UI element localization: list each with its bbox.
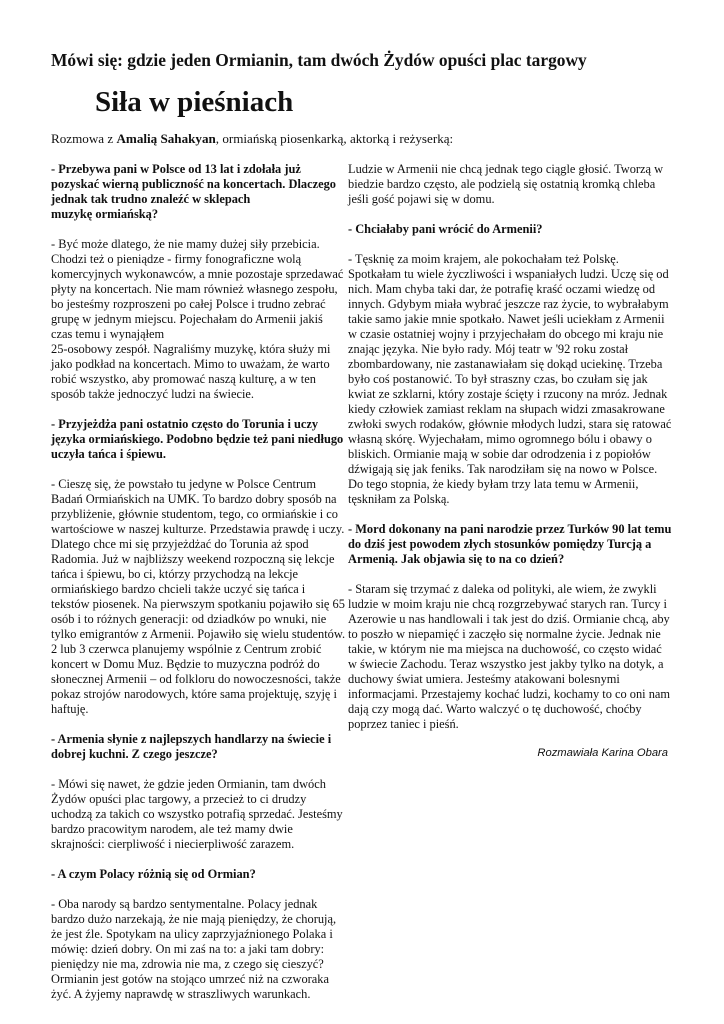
answer-paragraph (51, 237, 346, 402)
author-signature: Rozmawiała Karina Obara (537, 747, 668, 759)
text-line: Badań Ormiańskich na UMK. To bardzo dobry sposób na (51, 492, 337, 506)
text-line: mówię: dzień dobry. On mi zaś na to: a jaki tam dobry: (51, 942, 325, 956)
text-line: poprzez taniec i pieśń. (348, 717, 459, 731)
text-line: skrajności: cierpliwość i niecierpliwość zarazem. (51, 837, 295, 851)
text-line: ludzie w moim kraju nie chcą rozgrzebywać starych ran. Turcy i (348, 597, 667, 611)
text-line: Spotkałam tu wiele życzliwości i wspaniałych ludzi. Uczę się od (348, 267, 669, 281)
answer-paragraph (51, 477, 346, 717)
text-line: jednak tak trudno znaleźć w sklepach (51, 192, 251, 206)
text-line: grupę w jednym miejscu. Pojechałam do Armenii jakiś (51, 312, 323, 326)
text-line: tańca i śpiewu, bo ci, którzy przychodzą na lekcje (51, 567, 299, 581)
text-line: tekstów piosenek. Na pierwszym spotkaniu pojawiło się 65 (51, 597, 345, 611)
text-line: przybliżenie, głównie studentom, tego, co ormiańskie i co (51, 507, 338, 521)
question-paragraph (51, 162, 346, 222)
text-line: kiedy człowiek zamiast reklam na słupach widzi zmasakrowane (348, 402, 665, 416)
question-paragraph (348, 522, 674, 567)
text-line: - Armenia słynie z najlepszych handlarzy na świecie i (51, 732, 332, 746)
intro-interviewee-name: Amalią Sahakyan (116, 131, 216, 146)
text-line: własną skórę. Wyjechałam, mimo ogromnego bólu i obawy o (348, 432, 652, 446)
text-line: sposób także jednoczyć ludzi na świecie. (51, 387, 254, 401)
text-line: 25-osobowy zespół. Nagraliśmy muzykę, która służy mi (51, 342, 331, 356)
text-line: - Mówi się nawet, że gdzie jeden Ormianin, tam dwóch (51, 777, 326, 791)
text-line: tęskniłam za Polską. (348, 492, 450, 506)
text-line: żyć. A żyjemy naprawdę w straszliwych warunkach. (51, 987, 311, 1001)
article-title: Siła w pieśniach (95, 86, 294, 118)
text-line: dają czy mogą dać. Warto walczyć o tę duchowość, choćby (348, 702, 642, 716)
text-line: innych. Gdybym miała wybrać jeszcze raz życie, to wybrałabym (348, 297, 669, 311)
text-line: języka ormiańskiego. Podobno będzie też pani niedługo (51, 432, 344, 446)
answer-paragraph (348, 252, 674, 507)
text-line: biedzie bardzo często, ale podzielą się ostatnią kromką chleba (348, 177, 656, 191)
text-line: Żydów opuści plac targowy, a przecież to ci drudzy (51, 792, 307, 806)
intro-prefix: Rozmowa z (51, 131, 117, 146)
text-line: uchodzą za takich co wszystko potrafią sprzedać. Jesteśmy (51, 807, 343, 821)
text-line: Chodzi też o pieniądze - firmy fonograficzne wolą (51, 252, 302, 266)
text-line: pozyskać wierną publiczność na koncertach. Dlaczego (51, 177, 336, 191)
text-line: wartościowe w naszej kulturze. Przedstawia prawdę i uczy. (51, 522, 345, 536)
question-paragraph (51, 417, 346, 462)
text-line: osób i to różnych generacji: od dziadków po wnuki, nie (51, 612, 327, 626)
text-line: uczyła tańca i śpiewu. (51, 447, 166, 461)
text-line: bardzo dużo narzekają, że nie mają pieniędzy, że chorują, (51, 912, 337, 926)
answer-paragraph (51, 777, 346, 852)
text-line: jako podkład na koncertach. Mimo to uważam, że warto (51, 357, 330, 371)
answer-paragraph (348, 582, 674, 732)
text-line: duchowy świat umiera. Jesteśmy atakowani bolesnymi (348, 672, 620, 686)
text-line: zbombardowany, nie zastanawiałam się dokąd uciekinę. Trzeba (348, 357, 663, 371)
text-line: nich. Mam chyba taki dar, że potrafię kraść oczami wiedzę od (348, 282, 656, 296)
text-line: pokaz strojów narodowych, które sama projektuję, szyję i (51, 687, 337, 701)
text-line: bardzo pracowitym narodem, ale też mamy dwie (51, 822, 293, 836)
text-line: pieniędzy nie ma, zdrowia nie ma, z czego się cieszyć? (51, 957, 324, 971)
text-line: - Przyjeżdża pani ostatnio często do Torunia i uczy (51, 417, 319, 431)
text-line: bliskich. Ormianie mają w sobie dar odrodzenia i z popiołów (348, 447, 651, 461)
question-paragraph (348, 222, 674, 237)
text-line: - Mord dokonany na pani narodzie przez Turków 90 lat temu (348, 522, 672, 536)
text-line: było coś postanowić. To był straszny czas, bo czułam się jak (348, 372, 648, 386)
right-column (348, 162, 674, 761)
text-line: kwiat ze szklarni, który zostaje ścięty i rzucony na mróz. Jednak (348, 387, 668, 401)
text-line: Armenią. Jak objawia się to na co dzień? (348, 552, 565, 566)
text-line: w świecie Zachodu. Teraz wszystko jest jakby tylko na dotyk, a (348, 657, 664, 671)
text-line: dźwigają się jak feniks. Tak narodziłam się na nowo w Polsce. (348, 462, 658, 476)
text-line: muzykę ormiańską? (51, 207, 159, 221)
text-line: zwłoki swych rodaków, głównie młodych ludzi, stara się ratować (348, 417, 672, 431)
text-line: - Tęsknię za moim krajem, ale pokochałam też Polskę. (348, 252, 619, 266)
text-line: - Oba narody są bardzo sentymentalne. Polacy jednak (51, 897, 318, 911)
text-line: czas temu i wynająłem (51, 327, 165, 341)
text-line: koncert w Domu Muz. Będzie to muzyczna podróż do (51, 657, 320, 671)
intro-suffix: , ormiańską piosenkarką, aktorką i reżyserką: (215, 131, 454, 146)
text-line: Ormianin jest gotów na stojąco umrzeć niż na czworaka (51, 972, 329, 986)
answer-paragraph (51, 897, 346, 1002)
text-line: takie samo jakie mnie spotkało. Nawet jeśli uciekłam z Armenii (348, 312, 665, 326)
text-line: - Być może dlatego, że nie mamy dużej siły przebicia. (51, 237, 320, 251)
question-paragraph (51, 867, 346, 882)
text-line: - Przebywa pani w Polsce od 13 lat i zdołała już (51, 162, 301, 176)
text-line: w czasie ostatniej wojny i przyjechałam do obcego mi kraju nie (348, 327, 664, 341)
article-kicker: Mówi się: gdzie jeden Ormianin, tam dwóch Żydów opuści plac targowy (51, 50, 587, 70)
text-line: znając języka. Nie było rady. Mój teatr w '92 roku został (348, 342, 629, 356)
text-line: Do tego stopnia, że kiedy byłam trzy lata temu w Armenii, (348, 477, 639, 491)
text-line: 2 lub 3 czerwca planujemy wspólnie z Centrum zrobić (51, 642, 322, 656)
text-line: informacjami. Przestajemy kochać ludzi, kochamy to co oni nam (348, 687, 671, 701)
article-intro (51, 131, 453, 147)
text-line: - Cieszę się, że powstało tu jedyne w Polsce Centrum (51, 477, 316, 491)
text-line: ormiańskiego bardzo chcieli także uczyć się tańca i (51, 582, 306, 596)
text-line: Dlatego chce mi się przyjeżdżać do Torunia aż spod (51, 537, 309, 551)
text-line: - A czym Polacy różnią się od Ormian? (51, 867, 256, 881)
text-line: komercyjnych wykonawców, a mnie pozostaje sprzedawać (51, 267, 344, 281)
text-line: takie, w którym nie ma miejsca na duchowość, co często widać (348, 642, 662, 656)
text-line: robić wszystko, aby promować naszą kulturę, a w ten (51, 372, 316, 386)
right-column-body (348, 162, 674, 732)
text-line: - Staram się trzymać z daleka od polityki, ale wiem, że zwykli (348, 582, 657, 596)
text-line: Radomia. Już w najbliższy weekend rozpoczną się lekcje (51, 552, 335, 566)
answer-paragraph (348, 162, 674, 207)
text-line: że jest źle. Spotykam na ulicy zaprzyjaźnionego Polaka i (51, 927, 333, 941)
text-line: do dziś jest powodem złych stosunków pomiędzy Turcją a (348, 537, 652, 551)
text-line: słonecznej Armenii – od folkloru do nowoczesności, także (51, 672, 341, 686)
text-line: płyty na koncertach. Nie mam również własnego zespołu, (51, 282, 338, 296)
text-line: - Chciałaby pani wrócić do Armenii? (348, 222, 543, 236)
text-line: bo jesteśmy rozproszeni po całej Polsce i trudno zebrać (51, 297, 326, 311)
text-line: jeśli gość pojawi się w domu. (348, 192, 495, 206)
question-paragraph (51, 732, 346, 762)
left-column (51, 162, 346, 1017)
text-line: Azerowie u nas handlowali i tak jest do dziś. Ormianie chcą, aby (348, 612, 670, 626)
text-line: Ludzie w Armenii nie chcą jednak tego ciągle głosić. Tworzą w (348, 162, 664, 176)
text-line: tylko emigrantów z Armenii. Pojawiło się wielu studentów. (51, 627, 346, 641)
text-line: to poszło w niepamięć i zaczęło się normalne życie. Jednak nie (348, 627, 661, 641)
text-line: dobrej kuchni. Z czego jeszcze? (51, 747, 218, 761)
text-line: haftuję. (51, 702, 89, 716)
